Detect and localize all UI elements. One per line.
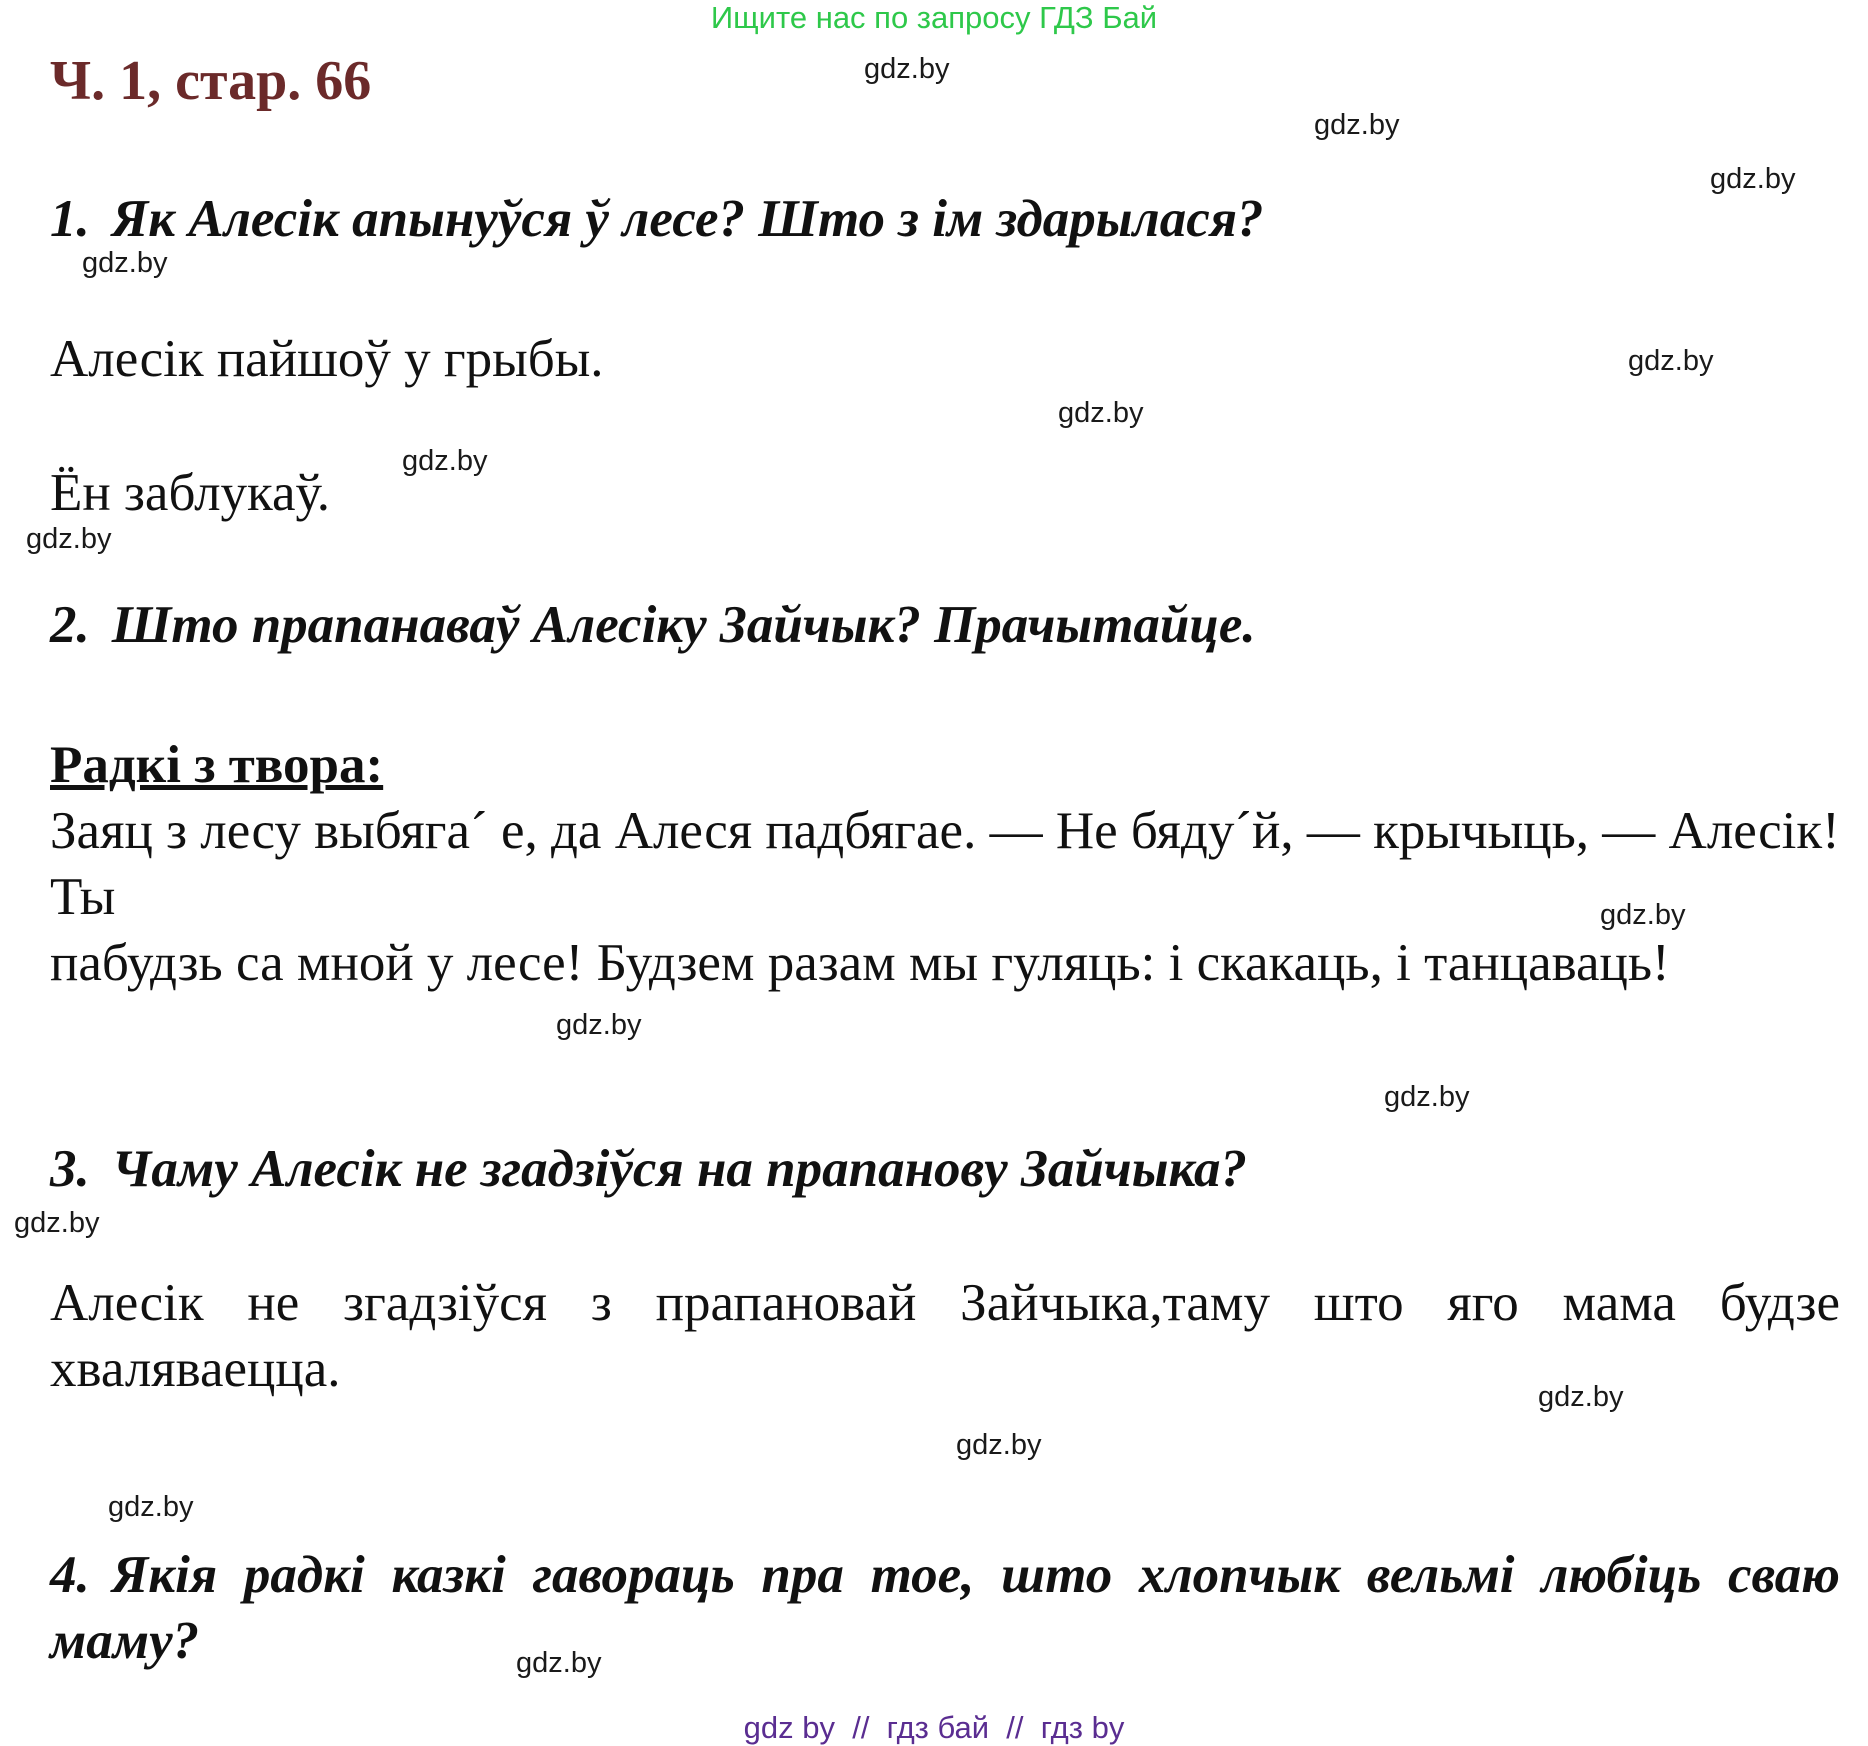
watermark: gdz.by bbox=[26, 523, 112, 555]
watermark: gdz.by bbox=[1384, 1081, 1470, 1113]
watermark: gdz.by bbox=[1538, 1381, 1624, 1413]
watermark: gdz.by bbox=[14, 1207, 100, 1239]
question-number: 4. bbox=[50, 1546, 90, 1604]
question-text: Што прапанаваў Алесіку Зайчык? Прачытайце. bbox=[111, 596, 1256, 654]
watermark: gdz.by bbox=[402, 445, 488, 477]
watermark: gdz.by bbox=[556, 1009, 642, 1041]
watermark: gdz.by bbox=[108, 1491, 194, 1523]
watermark: gdz.by bbox=[516, 1647, 602, 1679]
watermark: gdz.by bbox=[864, 53, 950, 85]
excerpt-heading: Радкі з твора: bbox=[50, 736, 384, 794]
footer-links: gdz by // гдз бай // гдз by bbox=[743, 1710, 1125, 1745]
excerpt-line-2: пабудзь са мной у лесе! Будзем разам мы гуляць: і скакаць, і танцаваць! bbox=[50, 934, 1670, 992]
answer-3: Алесік не згадзіўся з прапановай Зайчыка,таму што яго мама будзе хваляваецца. bbox=[50, 1274, 1840, 1398]
question-number: 2. bbox=[50, 596, 90, 654]
watermark: gdz.by bbox=[1058, 397, 1144, 429]
question-2 bbox=[50, 592, 1840, 658]
question-4 bbox=[50, 1542, 1840, 1674]
watermark: gdz.by bbox=[1314, 109, 1400, 141]
watermark: gdz.by bbox=[82, 247, 168, 279]
watermark: gdz.by bbox=[1710, 163, 1796, 195]
question-text: Як Алесік апынуўся ў лесе? Што з ім здарылася? bbox=[111, 190, 1264, 248]
question-number: 1. bbox=[50, 190, 90, 248]
answer-1-line-2: Ён заблукаў. bbox=[50, 464, 330, 522]
excerpt-line-1: Заяц з лесу выбяга´ е, да Алеся падбягае. — Не бяду´й, — крычыць, — Алесік! Ты bbox=[50, 802, 1840, 926]
question-1 bbox=[50, 186, 1840, 252]
question-3 bbox=[50, 1136, 1840, 1202]
answer-1-line-1: Алесік пайшоў у грыбы. bbox=[50, 330, 604, 388]
page-title: Ч. 1, стар. 66 bbox=[50, 50, 372, 112]
watermark: gdz.by bbox=[1600, 899, 1686, 931]
question-number: 3. bbox=[50, 1140, 90, 1198]
question-text: Якія радкі казкі гавораць пра тое, што хлопчык вельмі любіць сваю маму? bbox=[50, 1546, 1840, 1670]
top-banner: Ищите нас по запросу ГДЗ Бай bbox=[710, 0, 1158, 35]
watermark: gdz.by bbox=[1628, 345, 1714, 377]
watermark: gdz.by bbox=[956, 1429, 1042, 1461]
question-text: Чаму Алесік не згадзіўся на прапанову Зайчыка? bbox=[111, 1140, 1248, 1198]
